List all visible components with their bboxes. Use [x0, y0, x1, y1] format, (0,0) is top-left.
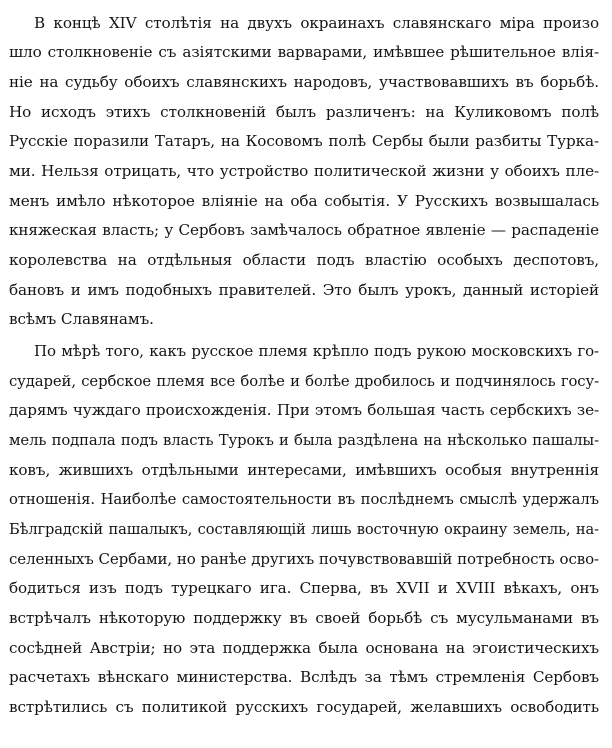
paragraph-1-line-9: королевства на отдѣльныя области подъ властію особыхъ деспотовъ, — [9, 251, 599, 269]
paragraph-2-line-11: сосѣдней Австріи; но эта поддержка была основана на эгоистическихъ — [9, 639, 599, 657]
paragraph-2-line-12: расчетахъ вѣнскаго министерства. Вслѣдъ за тѣмъ стремленія Сербовъ — [9, 668, 599, 686]
paragraph-2-line-6: отношенія. Наиболѣе самостоятельности въ послѣднемъ смыслѣ удержалъ — [9, 491, 599, 508]
paragraph-2-line-2: сударей, сербское племя все болѣе и болѣе дробилось и подчинялось госу- — [9, 373, 599, 390]
paragraph-1-line-10: бановъ и имъ подобныхъ правителей. Это былъ урокъ, данный исторіей — [9, 281, 599, 299]
paragraph-1-line-4: Но исходъ этихъ столкновеній былъ различенъ: на Куликовомъ полѣ — [9, 103, 599, 121]
paragraph-1-line-3: ніе на судьбу обоихъ славянскихъ народовъ, участвовавшихъ въ борьбѣ. — [9, 73, 599, 91]
paragraph-2-line-5: ковъ, жившихъ отдѣльными интересами, имѣвшихъ особыя внутреннія — [9, 461, 599, 479]
paragraph-2-line-7: Бѣлградскій пашалыкъ, составляющій лишь восточную окраину земель, на- — [9, 521, 599, 538]
paragraph-1-line-8: княжеская власть; у Сербовъ замѣчалось обратное явленіе — распаденіе — [9, 221, 599, 239]
paragraph-2-line-1: По мѣрѣ того, какъ русское племя крѣпло подъ рукою московскихъ го- — [34, 342, 599, 360]
paragraph-2-line-9: бодиться изъ подъ турецкаго ига. Сперва, въ XVII и XVIII вѣкахъ, онъ — [9, 579, 599, 597]
paragraph-2-line-13: встрѣтились съ политикой русскихъ государей, желавшихъ освободить — [9, 698, 599, 716]
paragraph-2-line-3: дарямъ чуждаго происхожденія. При этомъ большая часть сербскихъ зе- — [9, 401, 599, 419]
paragraph-1-line-2: шло столкновеніе съ азіятскими варварами, имѣвшее рѣшительное влія- — [9, 43, 599, 61]
paragraph-1-line-6: ми. Нельзя отрицать, что устройство политической жизни у обоихъ пле- — [9, 162, 599, 180]
paragraph-2-line-8: селенныхъ Сербами, но ранѣе другихъ почувствовавшій потребность осво- — [9, 550, 599, 568]
paragraph-2-line-4: мель подпала подъ власть Турокъ и была раздѣлена на нѣсколько пашалы- — [9, 432, 599, 449]
paragraph-2-line-10: встрѣчалъ нѣкоторую поддержку въ своей борьбѣ съ мусульманами въ — [9, 609, 599, 627]
paragraph-1-line-7: менъ имѣло нѣкоторое вліяніе на оба событія. У Русскихъ возвышалась — [9, 192, 599, 210]
paragraph-1-line-5: Русскіе поразили Татаръ, на Косовомъ полѣ Сербы были разбиты Турка- — [9, 132, 599, 150]
paragraph-1-line-1: В концѣ XIV столѣтія на двухъ окраинахъ славянскаго міра произо — [34, 14, 599, 32]
paragraph-1-line-11: всѣмъ Славянамъ. — [9, 310, 154, 328]
